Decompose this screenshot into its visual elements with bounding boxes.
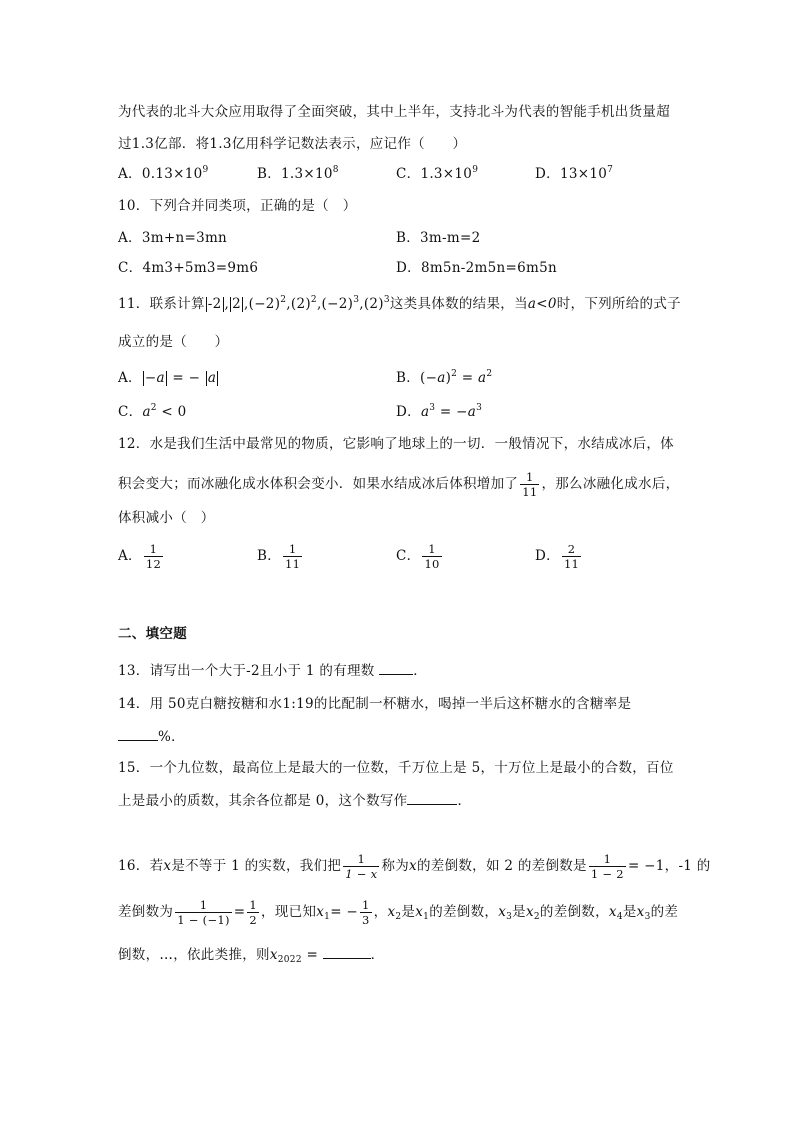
q12-line3: 体积减小（ ） bbox=[118, 510, 215, 526]
q14-answer-blank[interactable] bbox=[118, 726, 158, 741]
q11-option-d[interactable]: D．$a^3 = -a^3$ bbox=[396, 403, 483, 420]
q15-line2: 上是最小的质数，其余各位都是 0，这个数写作 ． bbox=[118, 790, 471, 811]
q13-answer-blank[interactable] bbox=[379, 660, 413, 675]
q14-line2: %． bbox=[118, 726, 185, 747]
q10-option-c[interactable]: C．4m3+5m3=9m6 bbox=[118, 260, 259, 276]
q16-line2: 差倒数为 $\frac{1}{1 - (-1)}$ = $\frac{1}{2}$ ，现已知$x_1=$ − $\frac{1}{3}$ ，$x_2$是$x_1$的差倒数，$x_3$是$x_2$的差倒数，$x_4$是$x_3$的差 bbox=[118, 898, 679, 927]
q16-line1: 16．若x是不等于 1 的实数，我们把 $\frac{1}{1 - x}$ 称为x的差倒数，如 2 的差倒数是 $\frac{1}{1 - 2}$ = −1，-1 的 bbox=[118, 852, 711, 881]
q11-line2: 成立的是（ ） bbox=[118, 334, 229, 350]
q16-line3: 倒数，…，依此类推，则$x_{2022}$ = ． bbox=[118, 944, 384, 965]
q13: 13．请写出一个大于-2且小于 1 的有理数 ． bbox=[118, 660, 427, 681]
q12-line1: 12．水是我们生活中最常见的物质，它影响了地球上的一切．一般情况下，水结成冰后，体 bbox=[118, 436, 674, 452]
q15-answer-blank[interactable] bbox=[407, 790, 457, 805]
q11-option-b[interactable]: B．$(-a)^2 = a^2$ bbox=[396, 369, 493, 386]
q14-line1: 14．用 50克白糖按糖和水1:19的比配制一杯糖水，喝掉一半后这杯糖水的含糖率是 bbox=[118, 696, 632, 712]
q11-expr-abs-neg2: -2 bbox=[207, 296, 222, 312]
q9-option-b[interactable]: B．$1.3\times 10^8$ bbox=[257, 165, 339, 182]
q12-option-c[interactable]: C． $\frac{1}{10}$ bbox=[396, 542, 440, 571]
q15-line1: 15．一个九位数，最高位上是最大的一位数，千万位上是 5，十万位上是最小的合数，百位 bbox=[118, 760, 674, 776]
q11-condition: a<0 bbox=[527, 296, 557, 312]
q11-expr-abs-2: 2 bbox=[232, 296, 242, 312]
q12-option-d[interactable]: D． $\frac{2}{11}$ bbox=[535, 542, 580, 571]
q11-expr-neg2-sq: $(-2)^2$ bbox=[248, 295, 287, 312]
q10-option-d[interactable]: D．8m5n-2m5n=6m5n bbox=[396, 260, 558, 276]
q11-expr-2-cube: $(2)^3$ bbox=[363, 295, 390, 312]
q12-line2: 积会变大；而冰融化成水体积会变小．如果水结成冰后体积增加了 $\frac{1}{11}$ ，那么冰融化成水后， bbox=[118, 470, 680, 499]
q9-line2: 过1.3亿部．将1.3亿用科学记数法表示，应记作（ ） bbox=[118, 136, 467, 152]
q9-option-c[interactable]: C．$1.3\times 10^9$ bbox=[396, 165, 479, 182]
q12-option-a[interactable]: A． $\frac{1}{12}$ bbox=[118, 542, 162, 571]
q12-fraction: $\frac{1}{11}$ bbox=[522, 470, 538, 499]
q16-answer-blank[interactable] bbox=[323, 944, 371, 959]
q11-expr-neg2-cube: $(-2)^3$ bbox=[321, 295, 360, 312]
q12-option-b[interactable]: B． $\frac{1}{11}$ bbox=[257, 542, 301, 571]
q10-option-b[interactable]: B．3m-m=2 bbox=[396, 230, 481, 246]
q10-stem: 10．下列合并同类项，正确的是（ ） bbox=[118, 198, 357, 214]
section-fill-in-title: 二、填空题 bbox=[118, 626, 187, 642]
q9-line1: 为代表的北斗大众应用取得了全面突破，其中上半年，支持北斗为代表的智能手机出货量超 bbox=[118, 104, 670, 120]
q10-option-a[interactable]: A．3m+n=3mn bbox=[118, 230, 228, 246]
q11-line1: 11．联系计算 -2 , 2 $,(-2)^2,(2)^2,(-2)^3,(2)^3$这类具体数的结果，当a<0时，下列所给的式子 bbox=[118, 295, 681, 312]
q9-option-d[interactable]: D．$13\times 10^7$ bbox=[535, 165, 614, 182]
q11-option-a[interactable]: A． −a = − a bbox=[118, 370, 217, 386]
q11-expr-2-sq: $(2)^2$ bbox=[290, 295, 317, 312]
q11-option-c[interactable]: C．$a^2 < 0$ bbox=[118, 403, 187, 420]
q9-option-a[interactable]: A．$0.13\times 10^9$ bbox=[118, 165, 209, 182]
